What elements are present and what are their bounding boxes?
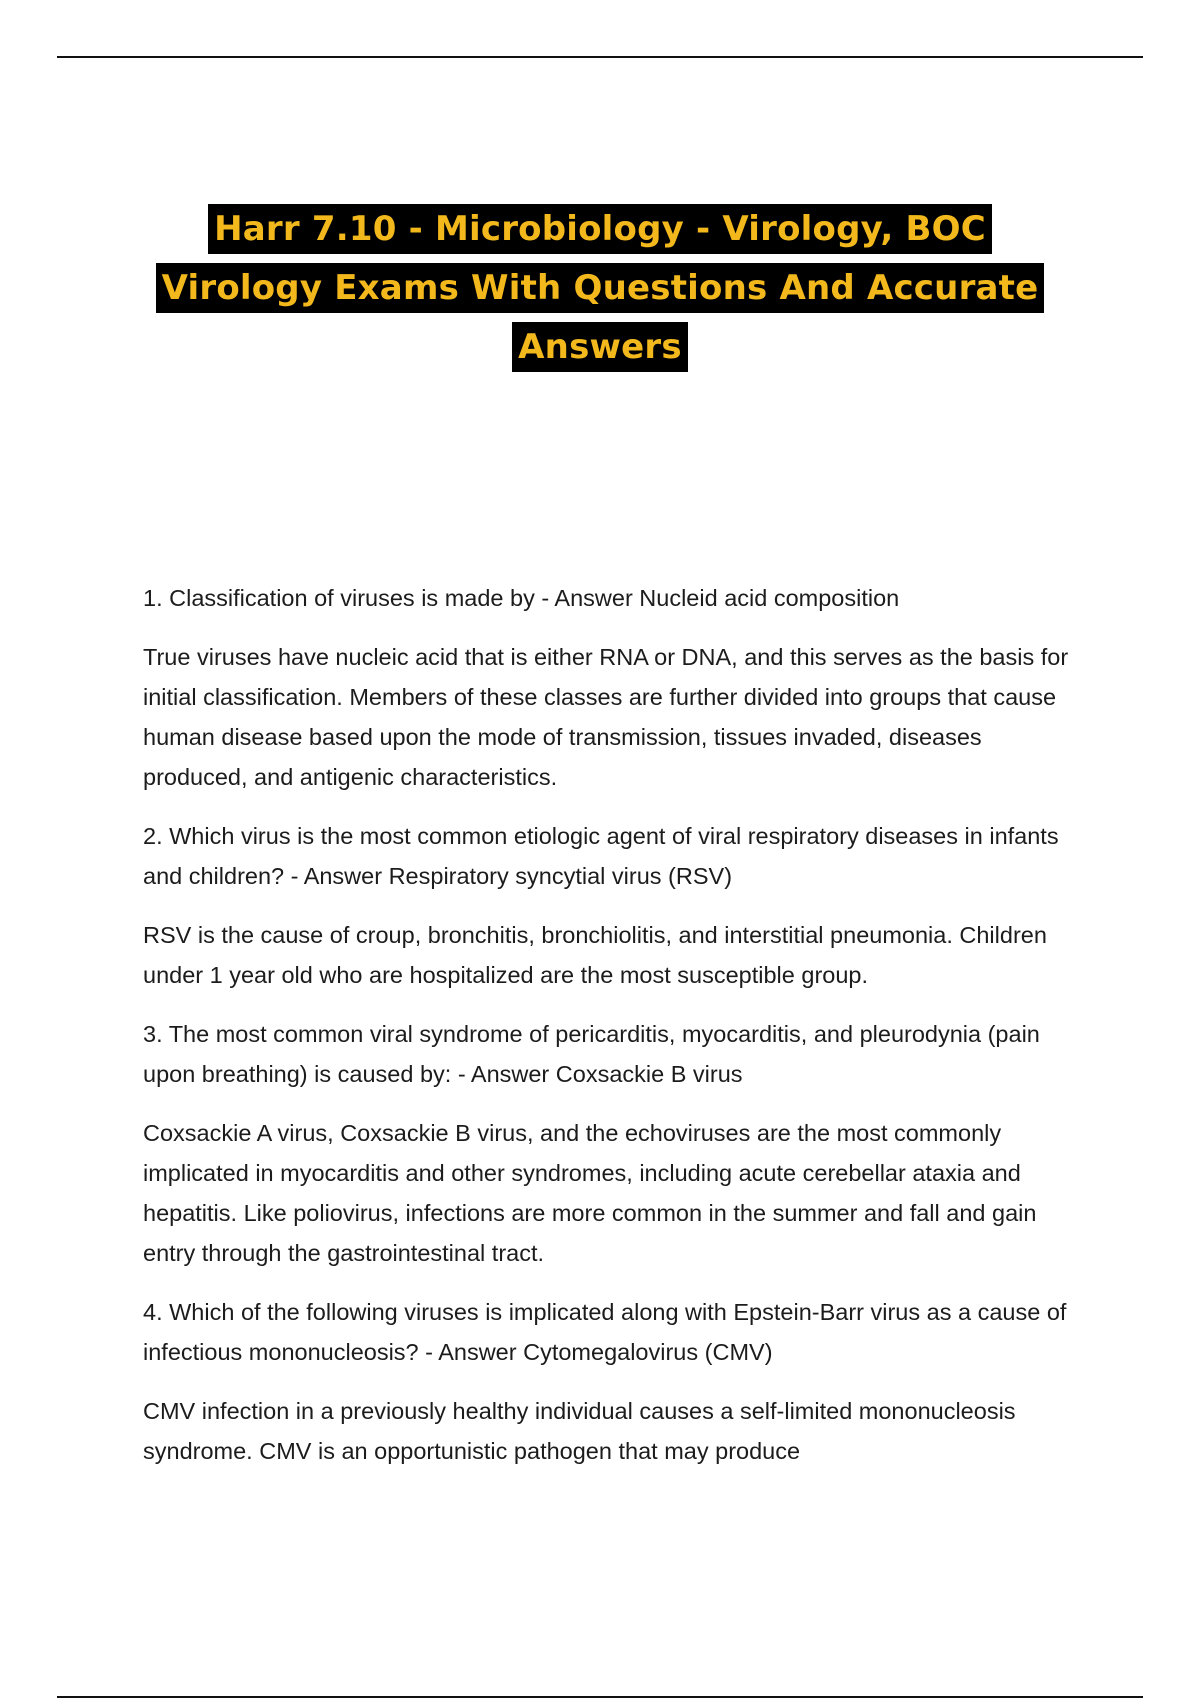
question-1: 1. Classification of viruses is made by - Answer Nucleid acid composition [143, 585, 900, 611]
title-line-2 [120, 263, 1080, 322]
explanation-2: RSV is the cause of croup, bronchitis, bronchiolitis, and interstitial pneumonia. Children under 1 year old who are hospitalized are the most susceptible group. [143, 922, 1047, 988]
document-body [143, 578, 1088, 1490]
question-2: 2. Which virus is the most common etiologic agent of viral respiratory diseases in infants and children? - Answer Respiratory syncytial virus (RSV) [143, 823, 1059, 889]
bottom-rule [57, 1696, 1143, 1698]
explanation-4: CMV infection in a previously healthy individual causes a self-limited mononucleosis syndrome. CMV is an opportunistic pathogen that may produce [143, 1398, 1016, 1464]
question-4: 4. Which of the following viruses is implicated along with Epstein-Barr virus as a cause of infectious mononucleosis? - Answer Cytomegalovirus (CMV) [143, 1299, 1067, 1365]
title-text-3: Answers [512, 322, 688, 372]
question-3: 3. The most common viral syndrome of pericarditis, myocarditis, and pleurodynia (pain upon breathing) is caused by: - Answer Coxsackie B virus [143, 1021, 1040, 1087]
top-rule [57, 56, 1143, 58]
title-line-3 [120, 322, 1080, 381]
title-text-1: Harr 7.10 - Microbiology - Virology, BOC [208, 204, 992, 254]
explanation-3: Coxsackie A virus, Coxsackie B virus, and the echoviruses are the most commonly implicated in myocarditis and other syndromes, including acute cerebellar ataxia and hepatitis. Like poliovirus, infections are more common in the summer and fall and gain entry through the gastrointestinal tract. [143, 1120, 1037, 1266]
document-title [120, 204, 1080, 381]
explanation-1: True viruses have nucleic acid that is either RNA or DNA, and this serves as the basis for initial classification. Members of these classes are further divided into groups that cause human disease based upon the mode of transmission, tissues invaded, diseases produced, and antigenic characteristics. [143, 644, 1069, 790]
title-line-1 [120, 204, 1080, 263]
title-text-2: Virology Exams With Questions And Accurate [156, 263, 1045, 313]
